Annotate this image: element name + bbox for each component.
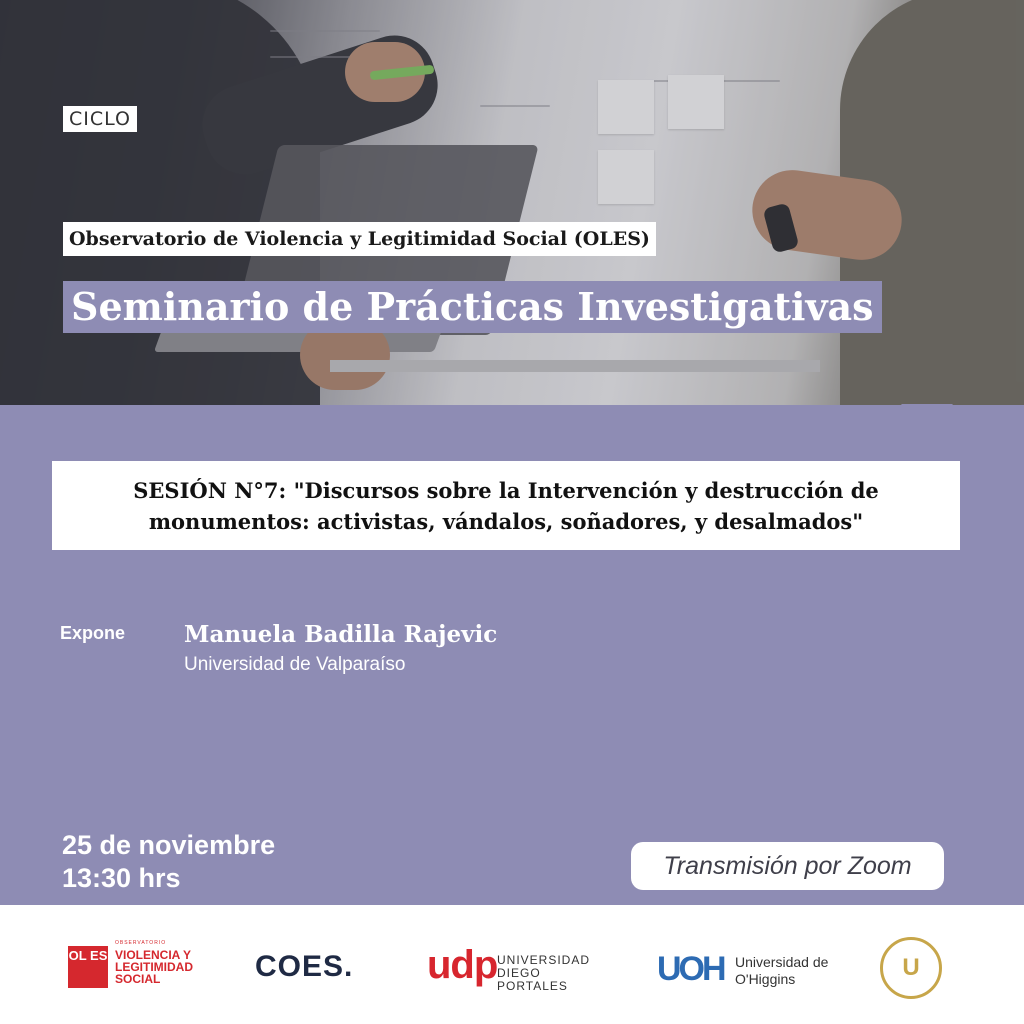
- university-seal-logo: [880, 937, 942, 999]
- event-datetime: [62, 829, 275, 895]
- org-title: Observatorio de Violencia y Legitimidad Social (OLES): [63, 222, 656, 256]
- udp-logo-mark: udp: [427, 943, 498, 987]
- coes-logo: COES.: [255, 950, 354, 983]
- seal-letter: U: [902, 954, 920, 981]
- ciclo-label: CICLO: [63, 106, 137, 132]
- seminar-title: Seminario de Prácticas Investigativas: [63, 281, 882, 333]
- event-time: 13:30 hrs: [62, 863, 181, 893]
- oles-logo-small: OBSERVATORIO: [115, 940, 167, 946]
- udp-logo-name: UNIVERSIDAD DIEGO PORTALES: [497, 953, 591, 993]
- band-notch: [901, 404, 953, 434]
- speaker-label: Expone: [60, 623, 126, 643]
- hero-photo: [0, 0, 1024, 405]
- oles-logo-mark: OL ES: [68, 946, 108, 988]
- uoh-logo-name: Universidad de O'Higgins: [735, 954, 829, 987]
- zoom-badge: [631, 842, 944, 890]
- session-title: SESIÓN N°7: "Discursos sobre la Intervención y destrucción de monumentos: activistas, vándalos, soñadores, y desalmados": [133, 477, 879, 534]
- speaker-name: Manuela Badilla Rajevic: [184, 621, 498, 648]
- event-date: 25 de noviembre: [62, 830, 276, 860]
- zoom-text: Transmisión por Zoom: [663, 851, 912, 880]
- oles-logo-name: VIOLENCIA Y LEGITIMIDAD SOCIAL: [115, 948, 193, 986]
- session-box: [52, 461, 960, 550]
- hero-overlay: [0, 0, 1024, 405]
- uoh-logo-mark: UOH: [657, 950, 724, 988]
- speaker-affiliation: Universidad de Valparaíso: [184, 654, 406, 675]
